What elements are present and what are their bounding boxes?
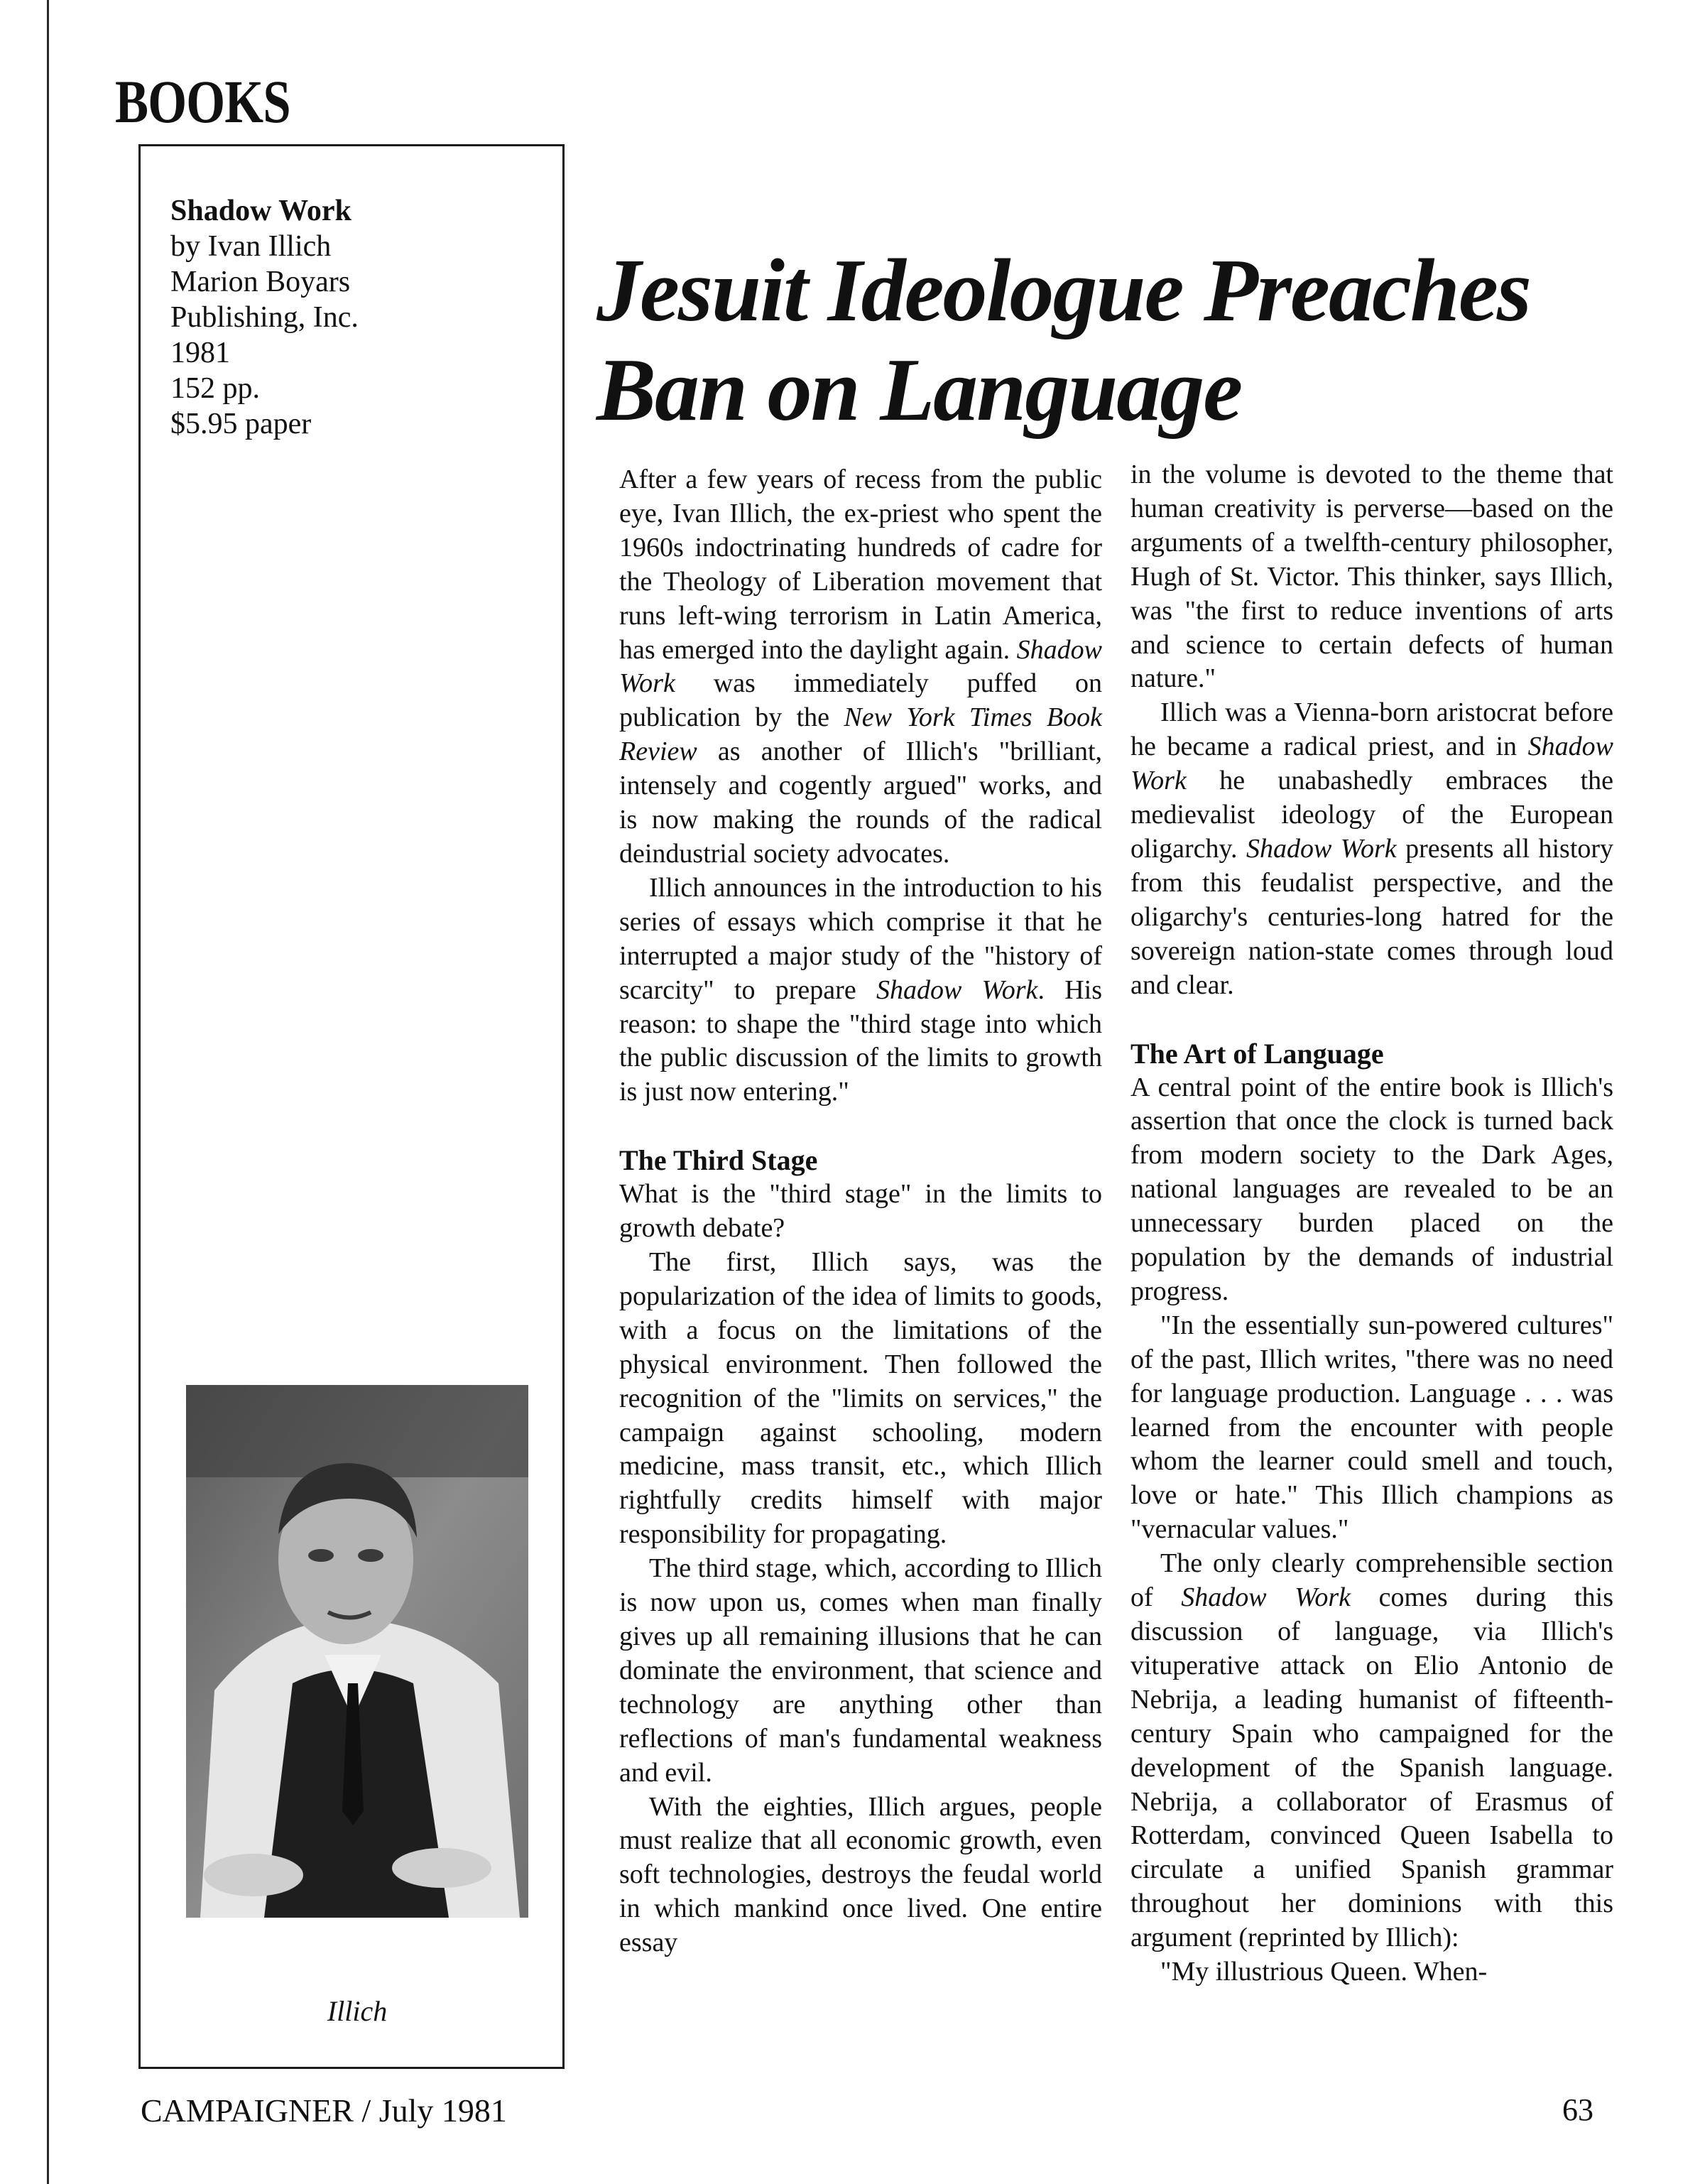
book-title-reference: Shadow Work [876,974,1038,1005]
footer-publication: CAMPAIGNER / July 1981 [141,2092,507,2129]
paragraph-text: comes during this discussion of language, via Illich's vituperative attack on Elio Antonio de Nebrija, a leading humanist of fifteenth-century Spain who campaigned for the development of the Spanish language. Nebrija, a collaborator of Erasmus of Rotterdam, convinced Queen Isabella to circulate a unified Spanish grammar throughout her dominions with this argument (reprinted by Illich): [1130,1582,1613,1953]
book-author: by Ivan Illich [170,230,332,263]
paragraph-text: Illich was a Vienna-born aristocrat before he became a radical priest, and in [1130,697,1613,762]
paragraph: in the volume is devoted to the theme that human creativity is perverse—based on the arguments of a twelfth-century philosopher, Hugh of St. Victor. This thinker, says Illich, was "the first to reduce inventions of arts and science to certain defects of human nature." [1130,460,1613,694]
paragraph-text: After a few years of recess from the public eye, Ivan Illich, the ex-priest who spent the 1960s indoctrinating hundreds of cadre for the Theology of Liberation movement that runs left-wing terrorism in Latin America, has emerged into the daylight again. [619,464,1102,665]
paragraph-text: Illich announces in the introduction to his series of essays which comprise it that he interrupted a major study of the "history of scarcity" to prepare [619,872,1102,1005]
page-number: 63 [1562,2092,1593,2127]
article-column-1 [619,463,1102,1960]
paragraph-text: The only clearly comprehensible section of [1130,1548,1613,1613]
portrait-illustration [186,1385,528,1918]
paragraph: What is the "third stage" in the limits to growth debate? [619,1179,1102,1244]
paragraph-text: presents all history from this feudalist perspective, and the oligarchy's centuries-long hatred for the sovereign nation-state comes through loud and clear. [1130,833,1614,1000]
subheading-third-stage: The Third Stage [619,1144,818,1177]
book-publisher-line2: Publishing, Inc. [170,301,359,334]
author-photo [186,1385,528,1918]
paragraph-text: . His reason: to shape the "third stage into which the public discussion of the limits to growth is just now entering." [619,974,1103,1107]
left-margin-rule [47,0,49,2184]
paragraph-text: as another of Illich's "brilliant, intensely and cogently argued" works, and is now making the rounds of the radical deindustrial society advocates. [619,737,1103,869]
book-title-reference: Shadow Work [1130,732,1613,796]
headline-line-2: Ban on Language [596,341,1242,440]
book-publisher-line1: Marion Boyars [170,266,351,298]
article-column-2 [1130,458,1613,1989]
book-title-reference: Shadow Work [1181,1582,1351,1613]
paragraph-text: he unabashedly embraces the medievalist ideology of the European oligarchy. [1130,766,1614,864]
paragraph [1130,696,1613,1002]
book-title: Shadow Work [170,195,352,227]
subheading-art-of-language: The Art of Language [1130,1037,1384,1070]
paragraph: A central point of the entire book is Illich's assertion that once the clock is turned back from modern society to the Dark Ages, national languages are revealed to be an unnecessary burden placed on the population by the demands of industrial progress. [1130,1072,1613,1306]
book-details [170,193,540,442]
paragraph: The first, Illich says, was the popularization of the idea of limits to goods, with a focus on the limitations of the physical environment. Then followed the recognition of the "limits on services," the campaign against schooling, modern medicine, mass transit, etc., which Illich rightfully credits himself with major responsibility for propagating. [619,1247,1102,1550]
book-title-reference: Shadow Work [1246,833,1397,864]
paragraph: "My illustrious Queen. When- [1160,1957,1488,1987]
paragraph: With the eighties, Illich argues, people must realize that all economic growth, even soft technologies, destroys the feudal world in which mankind once lived. One entire essay [619,1791,1102,1958]
book-pages: 152 pp. [170,372,260,405]
section-heading: BOOKS [115,67,290,136]
paragraph [1130,1547,1613,1955]
paragraph-text: was immediately puffed on publication by the [619,668,1103,733]
book-year: 1981 [170,337,230,369]
paragraph: "In the essentially sun-powered cultures" of the past, Illich writes, "there was no need for language production. Language . . . was learned from the encounter with people whom the learner could smell and touch, love or hate." This Illich champions as "vernacular values." [1130,1310,1613,1545]
publication-reference: New York Times Book Review [619,702,1102,767]
paragraph [619,463,1102,871]
book-title-reference: Shadow Work [619,634,1103,699]
photo-caption: Illich [327,1995,388,2027]
paragraph [619,871,1102,1109]
book-price: $5.95 paper [170,408,312,440]
article-headline [596,241,1662,440]
paragraph: The third stage, which, according to Illich is now upon us, comes when man finally gives up all remaining illusions that he can dominate the environment, that science and technology are anything other than reflections of man's fundamental weakness and evil. [619,1553,1102,1788]
headline-line-1: Jesuit Ideologue Preaches [596,241,1530,340]
